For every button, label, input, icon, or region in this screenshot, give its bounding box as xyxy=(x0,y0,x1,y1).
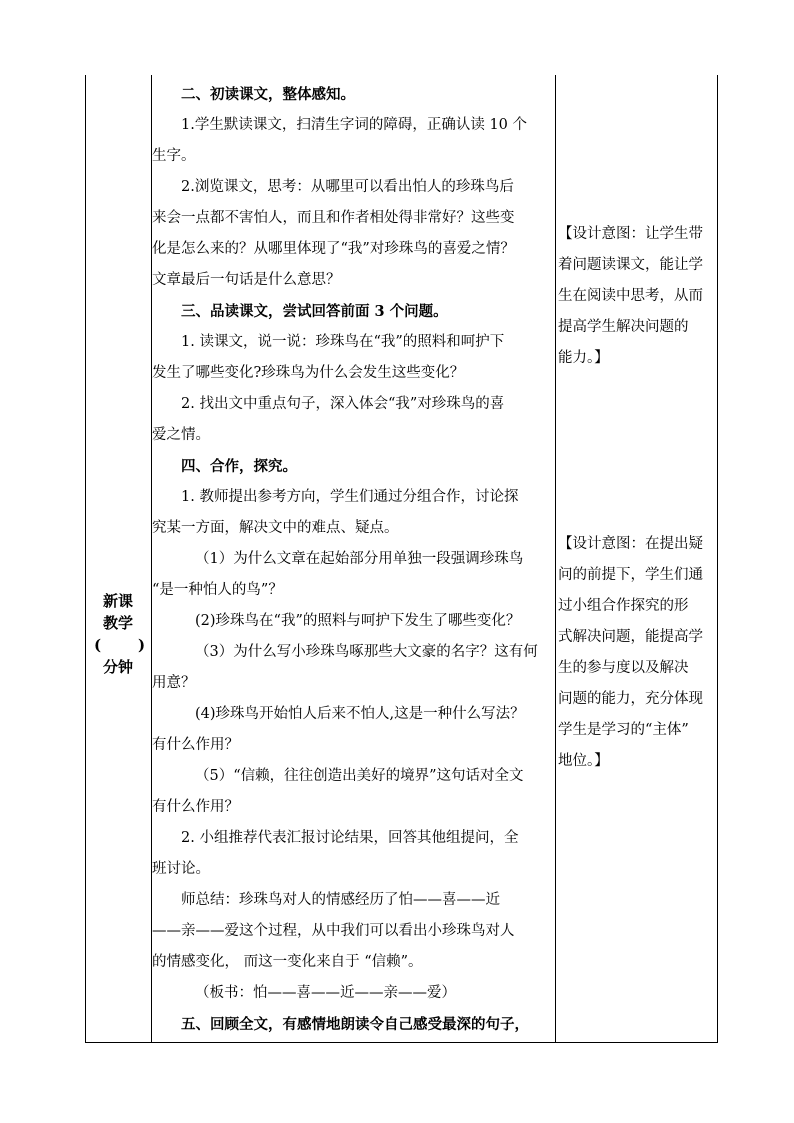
teacher-summary-line2: ——亲——爱这个过程，从中我们可以看出小珍珠鸟对人 xyxy=(152,923,515,939)
section-3-heading: 三、品读课文，尝试回答前面 3 个问题。 xyxy=(181,303,448,320)
note2-line2: 问的前提下，学生们通 xyxy=(558,567,703,583)
duration-unit: 分钟 xyxy=(102,658,133,676)
note1-line3: 生在阅读中思考，从而 xyxy=(558,288,703,304)
note1-line1: 【设计意图：让学生带 xyxy=(558,226,703,242)
s4-item1-line2: 究某一方面，解决文中的难点、疑点。 xyxy=(152,520,399,536)
stage-column xyxy=(85,75,151,1043)
note2-line6: 问题的能力，充分体现 xyxy=(558,691,703,707)
s4-item2-line1: 2. 小组推荐代表汇报讨论结果，回答其他组提问，全 xyxy=(181,830,519,846)
s3-item1-line2: 发生了哪些变化?珍珠鸟为什么会发生这些变化？ xyxy=(152,365,465,381)
s3-item1-line1: 1. 读课文，说一说：珍珠鸟在“我”的照料和呵护下 xyxy=(181,334,505,350)
blackboard-note: （板书：怕——喜——近——亲——爱） xyxy=(195,985,456,1001)
question-5-line1: （5）“信赖，往往创造出美好的境界”这句话对全文 xyxy=(195,768,524,784)
teacher-summary-line1: 师总结：珍珠鸟对人的情感经历了怕——喜——近 xyxy=(181,892,500,908)
duration-blank xyxy=(85,634,151,656)
question-5-line2: 有什么作用？ xyxy=(152,799,239,815)
note2-line3: 过小组合作探究的形 xyxy=(558,598,689,614)
s2-item2-line3: 化是怎么来的？从哪里体现了“我”对珍珠鸟的喜爱之情？ xyxy=(152,241,515,257)
design-intent-note-1 xyxy=(558,219,716,374)
note2-line8: 地位。】 xyxy=(558,753,609,769)
question-1-line2: “是一种怕人的鸟”？ xyxy=(152,582,283,598)
design-intent-column xyxy=(556,75,717,1043)
note2-line5: 生的参与度以及解决 xyxy=(558,660,689,676)
note2-line1: 【设计意图：在提出疑 xyxy=(558,536,703,552)
s2-item1-line1: 1.学生默读课文，扫清生字词的障碍，正确认读 10 个 xyxy=(181,117,528,133)
section-4-heading: 四、合作，探究。 xyxy=(181,458,297,475)
s2-item2-line2: 来会一点都不害怕人，而且和作者相处得非常好？这些变 xyxy=(152,210,515,226)
paren-open: ( xyxy=(94,636,102,654)
question-4-line1: (4)珍珠鸟开始怕人后来不怕人,这是一种什么写法？ xyxy=(195,706,525,722)
question-4-line2: 有什么作用？ xyxy=(152,737,239,753)
note2-line7: 学生是学习的“主体” xyxy=(558,722,689,738)
paren-close: ) xyxy=(138,636,146,654)
note1-line2: 着问题读课文，能让学 xyxy=(558,257,703,273)
question-1-line1: （1）为什么文章在起始部分用单独一段强调珍珠鸟 xyxy=(195,551,524,567)
s2-item2-line4: 文章最后一句话是什么意思？ xyxy=(152,272,341,288)
teacher-summary-line3: 的情感变化， 而这一变化来自于 “信赖”。 xyxy=(152,954,423,970)
table-border-right xyxy=(717,75,718,1043)
note2-line4: 式解决问题，能提高学 xyxy=(558,629,703,645)
note1-line4: 提高学生解决问题的 xyxy=(558,319,689,335)
question-3-line1: （3）为什么写小珍珠鸟啄那些大文豪的名字？这有何 xyxy=(195,644,538,660)
note1-line5: 能力。】 xyxy=(558,350,609,366)
question-3-line2: 用意？ xyxy=(152,675,196,691)
s3-item2-line2: 爱之情。 xyxy=(152,427,210,443)
content-column xyxy=(152,75,555,1043)
s2-item1-line2: 生字。 xyxy=(152,148,196,164)
stage-label-line-2: 教学 xyxy=(102,614,133,632)
stage-label-line-1: 新课 xyxy=(102,592,133,610)
stage-label xyxy=(85,590,151,678)
section-2-heading: 二、初读课文，整体感知。 xyxy=(181,86,355,103)
question-2-line1: (2)珍珠鸟在“我”的照料与呵护下发生了哪些变化？ xyxy=(195,613,521,629)
section-5-heading: 五、回顾全文，有感情地朗读令自己感受最深的句子， xyxy=(181,1016,529,1033)
s4-item1-line1: 1. 教师提出参考方向，学生们通过分组合作，讨论探 xyxy=(181,489,519,505)
s2-item2-line1: 2.浏览课文，思考：从哪里可以看出怕人的珍珠鸟后 xyxy=(181,179,514,195)
design-intent-note-2 xyxy=(558,529,716,777)
lesson-plan-table xyxy=(85,75,718,1043)
s4-item2-line2: 班讨论。 xyxy=(152,861,210,877)
s3-item2-line1: 2. 找出文中重点句子，深入体会“我”对珍珠鸟的喜 xyxy=(181,396,505,412)
